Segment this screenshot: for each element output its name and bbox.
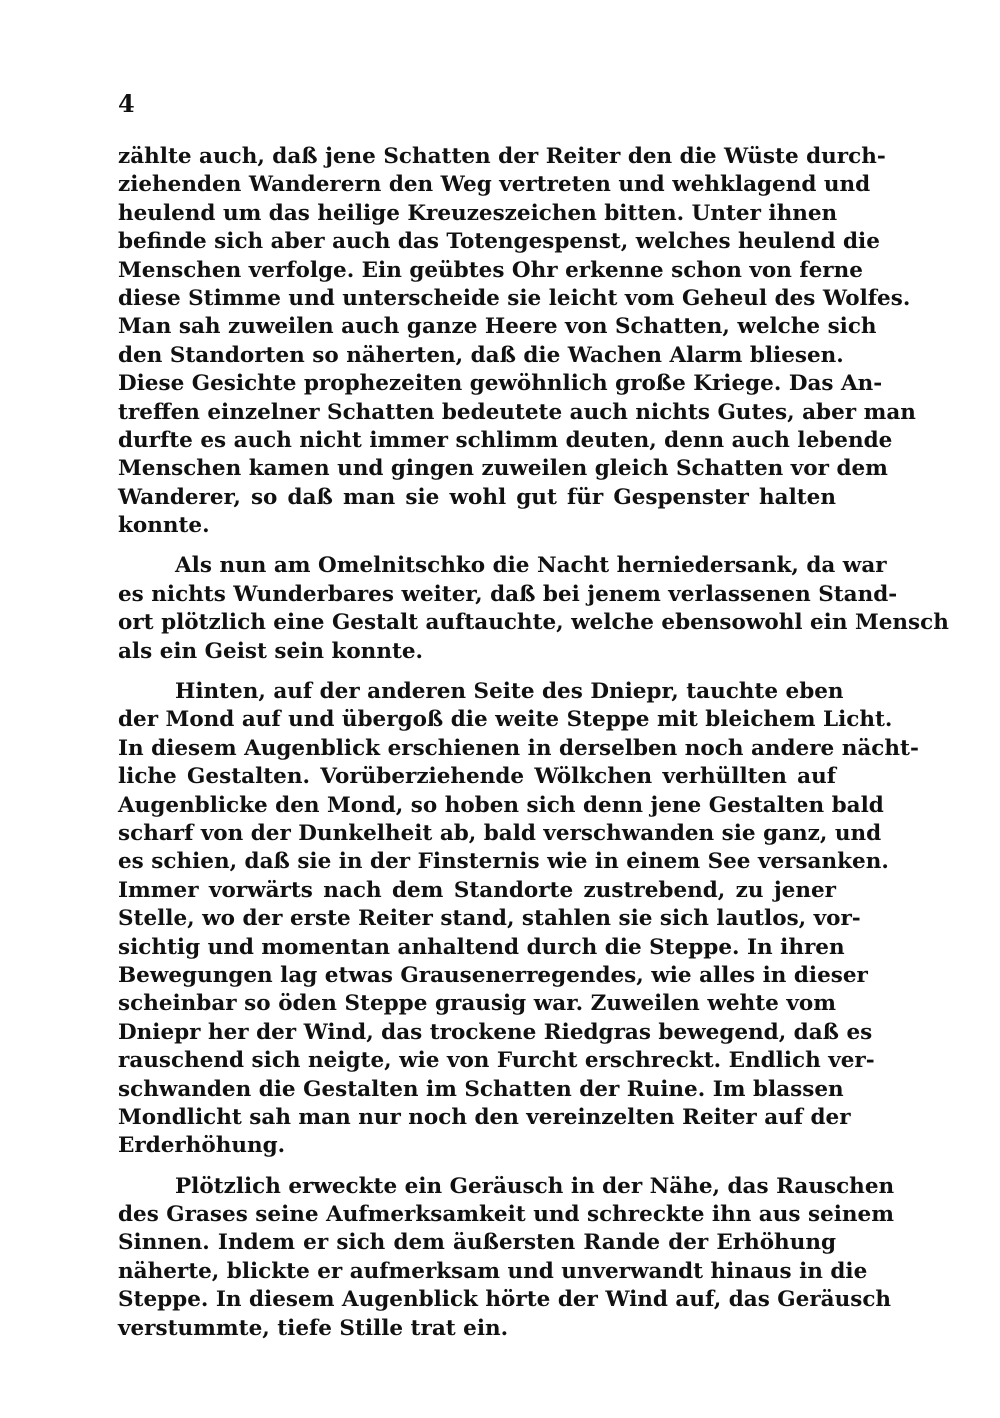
text-line: Man sah zuweilen auch ganze Heere von Schatten, welche sich	[118, 314, 877, 340]
text-line: Stelle, wo der erste Reiter stand, stahlen sie sich lautlos, vor-	[118, 906, 861, 932]
text-line: konnte.	[118, 513, 210, 539]
text-line: Mondlicht sah man nur noch den vereinzelten Reiter auf der	[118, 1104, 851, 1130]
paragraph-spacer	[118, 540, 836, 552]
text-line: Sinnen. Indem er sich dem äußersten Rande der Erhöhung	[118, 1230, 836, 1256]
text-line: durfte es auch nicht immer schlimm deuten, denn auch lebende	[118, 427, 893, 453]
text-line: den Standorten so näherten, daß die Wachen Alarm bliesen.	[118, 342, 844, 368]
text-line: diese Stimme und unterscheide sie leicht vom Geheul des Wolfes.	[118, 285, 911, 311]
text-line: ziehenden Wanderern den Weg vertreten und wehklagend und	[118, 172, 871, 198]
text-line: Bewegungen lag etwas Grausenerregendes, wie alles in dieser	[118, 962, 868, 988]
text-line: Steppe. In diesem Augenblick hörte der Wind auf, das Geräusch	[118, 1287, 892, 1313]
text-line: heulend um das heilige Kreuzeszeichen bitten. Unter ihnen	[118, 200, 838, 226]
text-line: befinde sich aber auch das Totengespenst, welches heulend die	[118, 229, 880, 255]
text-line: als ein Geist sein konnte.	[118, 638, 424, 664]
text-line: Diese Gesichte prophezeiten gewöhnlich große Kriege. Das An-	[118, 371, 883, 397]
text-line: sichtig und momentan anhaltend durch die Steppe. In ihren	[118, 934, 845, 960]
text-line: ort plötzlich eine Gestalt auftauchte, welche ebensowohl ein Mensch	[118, 610, 949, 636]
text-line: Plötzlich erweckte ein Geräusch in der Nähe, das Rauschen	[175, 1173, 895, 1199]
text-line: Hinten, auf der anderen Seite des Dniepr, tauchte eben	[175, 679, 844, 705]
text-line: der Mond auf und übergoß die weite Steppe mit bleichem Licht.	[118, 707, 893, 733]
text-line: scheinbar so öden Steppe grausig war. Zuweilen wehte vom	[118, 991, 836, 1017]
text-line: Erderhöhung.	[118, 1133, 286, 1159]
text-line: zählte auch, daß jene Schatten der Reiter den die Wüste durch-	[118, 144, 886, 169]
text-line: Wanderer, so daß man sie wohl gut für Gespenster halten	[118, 484, 836, 510]
text-line: Immer vorwärts nach dem Standorte zustrebend, zu jener	[118, 877, 836, 903]
body-text	[118, 143, 949, 1343]
text-line: Menschen verfolge. Ein geübtes Ohr erkenne schon von ferne	[118, 257, 863, 283]
text-line: es nichts Wunderbares weiter, daß bei jenem verlassenen Stand-	[118, 581, 898, 607]
text-line: verstummte, tiefe Stille trat ein.	[118, 1315, 509, 1341]
text-line: es schien, daß sie in der Finsternis wie in einem See versanken.	[118, 849, 889, 875]
text-line: Dniepr her der Wind, das trockene Riedgras bewegend, daß es	[118, 1019, 873, 1045]
text-line: näherte, blickte er aufmerksam und unverwandt hinaus in die	[118, 1258, 868, 1284]
text-line: Augenblicke den Mond, so hoben sich denn jene Gestalten bald	[118, 792, 884, 818]
paragraph-1	[118, 143, 916, 540]
paragraph-4	[118, 1173, 895, 1343]
text-line: rauschend sich neigte, wie von Furcht erschreckt. Endlich ver-	[118, 1048, 875, 1074]
text-line: Als nun am Omelnitschko die Nacht herniedersank, da war	[175, 553, 887, 579]
text-line: des Grases seine Aufmerksamkeit und schreckte ihn aus seinem	[118, 1202, 894, 1228]
text-line: liche Gestalten. Vorüberziehende Wölkchen verhüllten auf	[118, 764, 836, 790]
paragraph-spacer	[118, 1161, 836, 1173]
paragraph-spacer	[118, 666, 836, 678]
text-line: schwanden die Gestalten im Schatten der Ruine. Im blassen	[118, 1076, 844, 1102]
text-line: treffen einzelner Schatten bedeutete auch nichts Gutes, aber man	[118, 399, 916, 425]
paragraph-2	[118, 552, 949, 666]
text-line: In diesem Augenblick erschienen in derselben noch andere nächt-	[118, 735, 919, 761]
paragraph-3	[118, 678, 919, 1161]
page-number: 4	[118, 89, 135, 118]
text-line: scharf von der Dunkelheit ab, bald verschwanden sie ganz, und	[118, 820, 882, 846]
text-line: Menschen kamen und gingen zuweilen gleich Schatten vor dem	[118, 456, 888, 482]
